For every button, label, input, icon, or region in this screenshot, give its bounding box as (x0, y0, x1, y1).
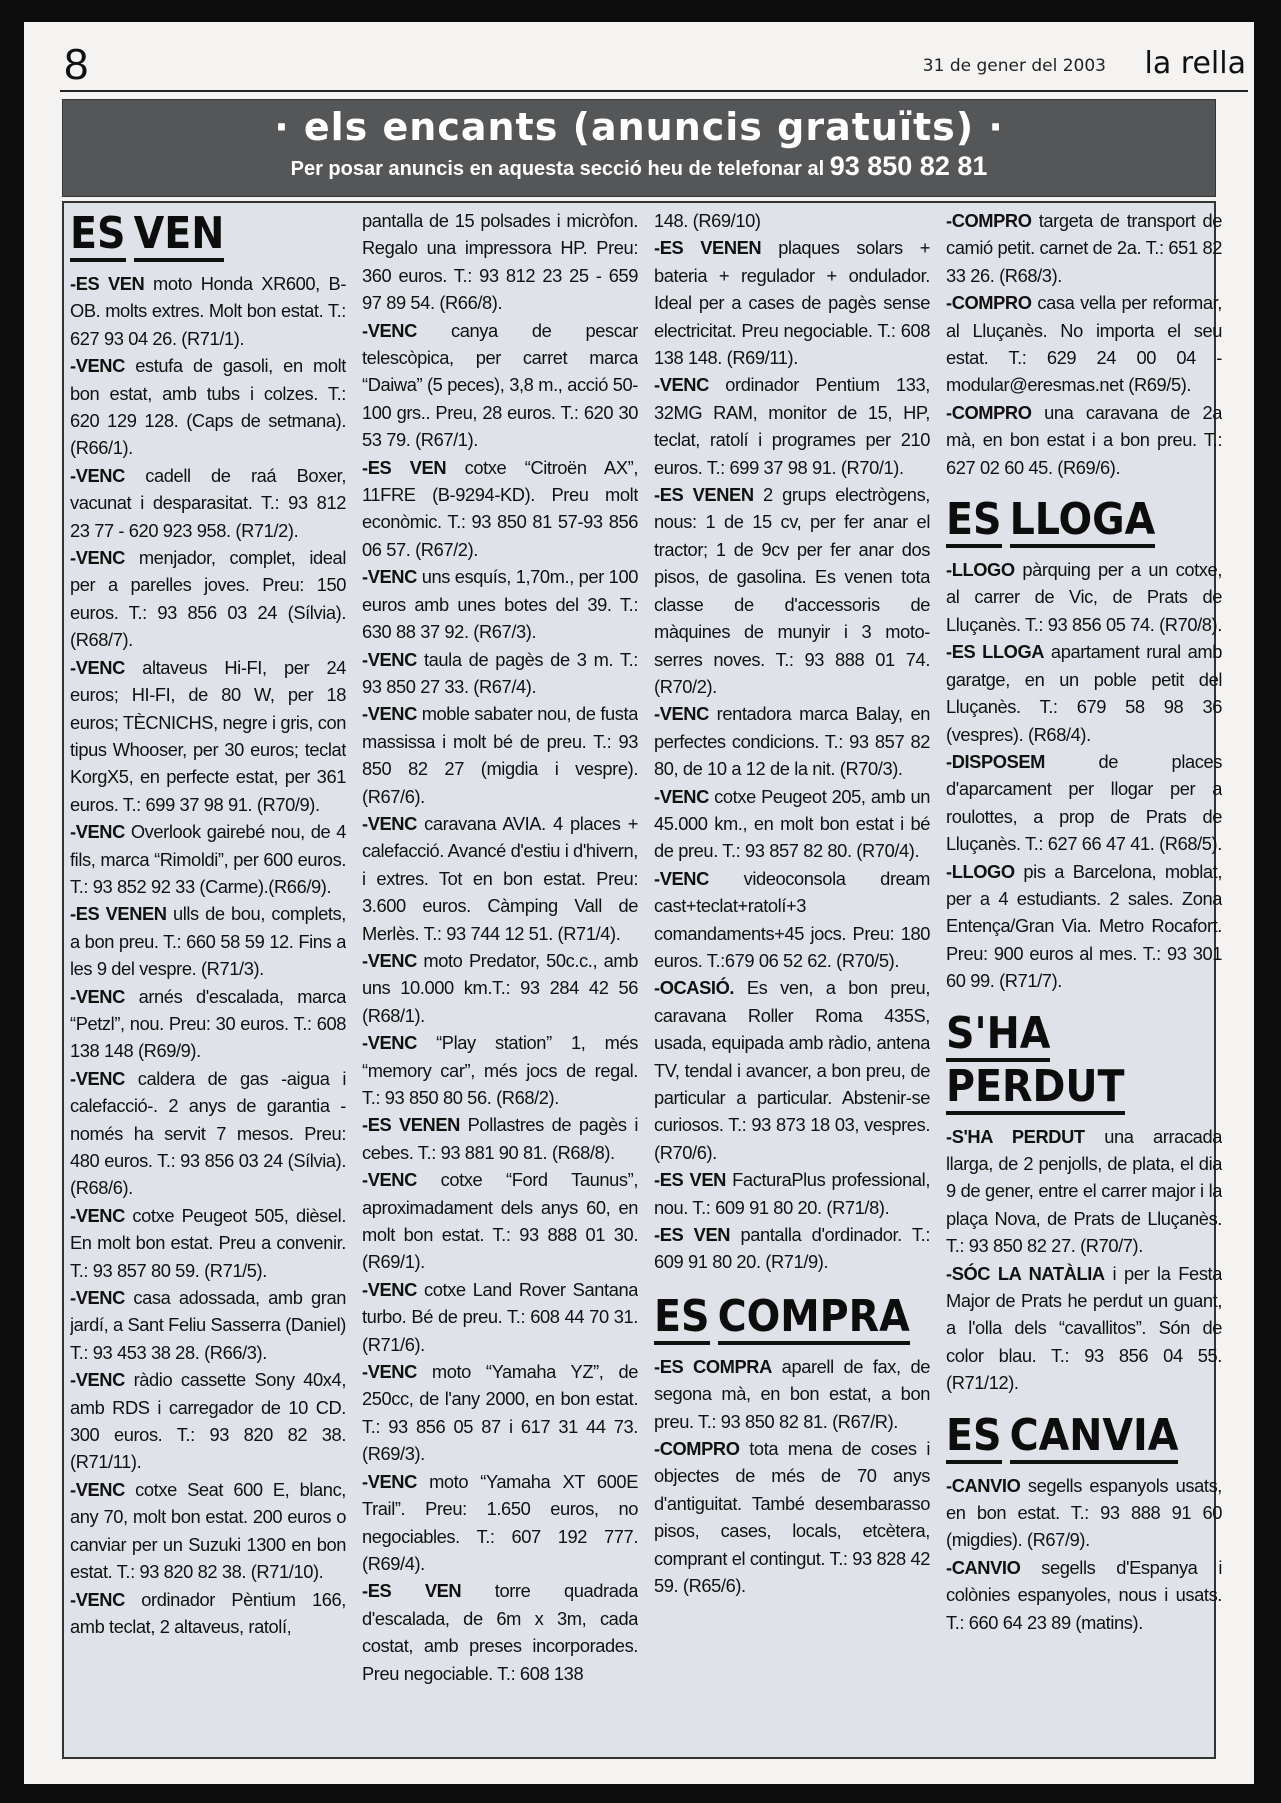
ad-keyword: -VENC (654, 785, 709, 807)
ad-keyword: -VENC (70, 821, 125, 843)
ad-keyword: -ES VEN (654, 1224, 731, 1246)
ad-text: moto “Yamaha YZ”, de 250cc, de l'any 2000, en bon estat. T.: 93 856 05 87 i 617 31 44 73. (R69/3). (362, 1361, 638, 1465)
ad-text: 2 grups electrògens, nous: 1 de 15 cv, per fer anar el tractor; 1 de 9cv per fer anar dos pisos, de gasolina. Es venen tota classe de d'accessoris de màquines de munyir i 3 moto-serres noves. T.: 93 888 01 74. (R70/2). (654, 484, 930, 697)
classified-ad (70, 983, 346, 1065)
ad-keyword: -ES VENEN (654, 237, 762, 259)
ad-keyword: -VENC (70, 1287, 125, 1309)
ad-list (70, 270, 346, 1640)
classified-ad (362, 1166, 638, 1276)
classified-ad (362, 207, 638, 317)
ad-keyword: -VENC (70, 1588, 125, 1610)
section-heading-word: ES (946, 1414, 1002, 1464)
ad-list (654, 1353, 930, 1600)
classifieds-area (62, 201, 1222, 1759)
ad-text: pàrquing per a un cotxe, al carrer de Vic, de Prats de Lluçanès. T.: 93 856 05 74. (R70/8). (946, 559, 1222, 635)
classified-ad (654, 234, 930, 371)
classified-ad (654, 1353, 930, 1435)
ad-text: canya de pescar telescòpica, per carret marca “Daiwa” (5 peces), 3,8 m., acció 50-100 grs.. Preu, 28 euros. T.: 620 30 53 79. (R67/1). (362, 319, 638, 451)
ad-text: plaques solars + bateria + regulador + ondulador. Ideal per a cases de pagès sense electricitat. Preu negociable. T.: 608 138 148. (R69/11). (654, 237, 930, 369)
ad-keyword: -VENC (362, 1169, 417, 1191)
classified-ad (654, 481, 930, 700)
classified-ad (362, 454, 638, 564)
ad-text: cotxe Seat 600 E, blanc, any 70, molt bon estat. 200 euros o canviar per un Suzuki 1300 en bon estat. T.: 93 820 82 38. (R71/10). (70, 1478, 346, 1583)
publication-title: la rella (1144, 46, 1246, 81)
classified-ad (362, 1111, 638, 1166)
classified-ad (946, 638, 1222, 748)
classified-ad (654, 700, 930, 782)
ad-keyword: -COMPRO (654, 1438, 740, 1460)
ad-list (946, 1472, 1222, 1636)
classified-ad (654, 783, 930, 865)
column-1 (70, 207, 346, 1755)
classified-ad (70, 544, 346, 654)
ad-text: ordinador Pentium 133, 32MG RAM, monitor de 15, HP, teclat, ratolí i programes per 210 euros. T.: 699 37 98 91. (R70/1). (654, 374, 930, 478)
ad-text: menjador, complet, ideal per a parelles joves. Preu: 150 euros. T.: 93 856 03 24 (Sílvia). (R68/7). (70, 547, 346, 651)
classified-ad (362, 646, 638, 701)
banner-subtitle (63, 151, 1215, 182)
ad-text: casa vella per reformar, al Lluçanès. No importa el seu estat. T.: 629 24 00 04 - modular@eresmas.net (R69/5). (946, 292, 1222, 396)
ad-text: moto “Yamaha XT 600E Trail”. Preu: 1.650 euros, no negociables. T.: 607 192 777. (R69/4). (362, 1470, 638, 1574)
section-heading-es-lloga (946, 495, 1222, 548)
classified-ad (70, 352, 346, 462)
ad-text: moto Honda XR600, B-OB. molts extres. Molt bon estat. T.: 627 93 04 26. (R71/1). (70, 273, 346, 349)
section-heading-word: LLOGA (1010, 498, 1156, 548)
ad-text: uns esquís, 1,70m., per 100 euros amb unes botes del 39. T.: 630 88 37 92. (R67/3). (362, 566, 638, 643)
ad-text: casa adossada, amb gran jardí, a Sant Feliu Sasserra (Daniel) T.: 93 453 38 28. (R66/3). (70, 1287, 346, 1363)
classified-ad (946, 289, 1222, 399)
ad-keyword: -ES VENEN (362, 1114, 460, 1136)
classified-ad (362, 700, 638, 810)
ad-text: 148. (R69/10) (654, 210, 761, 231)
ad-text: tota mena de coses i objectes de més de 70 anys d'antiguitat. També desembarasso pisos, cases, locals, etcètera, comprant el contingut. T.: 93 828 42 59. (R65/6). (654, 1438, 930, 1597)
ad-text: ràdio cassette Sony 40x4, amb RDS i carregador de 10 CD. 300 euros. T.: 93 820 82 38. (R71/11). (70, 1369, 346, 1473)
classified-ad (70, 462, 346, 544)
column-4 (946, 207, 1222, 1755)
classified-ad (654, 1221, 930, 1276)
section-banner (62, 99, 1216, 197)
column-3 (654, 207, 930, 1755)
ad-list (654, 207, 930, 1276)
ad-keyword: -CANVIO (946, 1556, 1021, 1578)
ad-keyword: -ES VEN (70, 273, 145, 294)
classified-ad (946, 207, 1222, 289)
ad-keyword: -VENC (362, 648, 417, 670)
classified-ad (362, 947, 638, 1029)
classified-ad (362, 317, 638, 454)
ad-text: rentadora marca Balay, en perfectes condicions. T.: 93 857 82 80, de 10 a 12 de la nit. (R70/3). (654, 703, 930, 780)
column-2 (362, 207, 638, 1755)
classified-ad (654, 207, 930, 234)
ad-text: pis a Barcelona, moblat, per a 4 estudiants. 2 sales. Zona Entença/Gran Via. Metro Rocafort. Preu: 900 euros al mes. T.: 93 301 60 99. (R71/7). (946, 860, 1222, 992)
classified-ad (70, 1586, 346, 1641)
section-heading-word: PERDUT (946, 1065, 1125, 1115)
ad-text: caldera de gas -aigua i calefacció-. 2 anys de garantia - només ha servit 7 mesos. Preu: 480 euros. T.: 93 856 03 24 (Sílvia). (R68/6). (70, 1067, 346, 1199)
classified-ad (362, 810, 638, 947)
classified-ad (654, 1435, 930, 1599)
ad-keyword: -VENC (654, 374, 709, 396)
section-heading-word: ES (946, 498, 1002, 548)
ad-text: targeta de transport de camió petit. carnet de 2a. T.: 651 82 33 26. (R68/3). (946, 210, 1222, 286)
classified-ad (70, 1065, 346, 1202)
classified-ad (70, 1366, 346, 1476)
ad-keyword: -VENC (362, 319, 417, 341)
ad-list (946, 207, 1222, 481)
issue-date: 31 de gener del 2003 (922, 56, 1106, 76)
ad-keyword: -CANVIO (946, 1474, 1021, 1496)
ad-text: FacturaPlus professional, nou. T.: 609 91 80 20. (R71/8). (654, 1169, 930, 1218)
ad-keyword: -SÓC LA NATÀLIA (946, 1262, 1105, 1284)
ad-text: pantalla d'ordinador. T.: 609 91 80 20. (R71/9). (654, 1224, 930, 1273)
ad-keyword: -VENC (362, 566, 417, 588)
classified-ad (70, 900, 346, 982)
ad-text: Overlook gairebé nou, de 4 fils, marca “Rimoldi”, per 600 euros. T.: 93 852 92 33 (Carme).(R66/9). (70, 821, 346, 897)
ad-keyword: -VENC (70, 464, 125, 486)
ad-keyword: -VENC (362, 949, 417, 971)
ad-text: videoconsola dream cast+teclat+ratolí+3 comandaments+45 jocs. Preu: 180 euros. T.:679 06 52 62. (R70/5). (654, 867, 930, 971)
classified-ad (362, 1577, 638, 1687)
classified-ad (362, 563, 638, 645)
ad-text: altaveus Hi-FI, per 24 euros; HI-FI, de 80 W, per 18 euros; TÈCNICHS, negre i gris, con tipus Whooser, per 30 euros; teclat KorgX5, en perfecte estat, per 361 euros. T.: 699 37 98 91. (R70/9). (70, 656, 346, 815)
ad-list (946, 1123, 1222, 1397)
ad-keyword: -COMPRO (946, 401, 1032, 423)
ad-text: una caravana de 2a mà, en bon estat i a bon preu. T.: 627 02 60 45. (R69/6). (946, 401, 1222, 478)
classified-ad (70, 1284, 346, 1366)
classified-ad (946, 1123, 1222, 1260)
ad-keyword: -ES VENEN (654, 484, 754, 506)
classified-ad (70, 818, 346, 900)
ad-keyword: -VENC (70, 1067, 125, 1089)
classified-ad (362, 1468, 638, 1578)
ad-text: ordinador Pèntium 166, amb teclat, 2 altaveus, ratolí, (70, 1588, 346, 1637)
ad-list (946, 556, 1222, 995)
banner-title: · els encants (anuncis gratuïts) · (274, 105, 1004, 149)
ad-text: Es ven, a bon preu, caravana Roller Roma 435S, usada, equipada amb ràdio, antena TV, tendal i avancer, a bon preu, de particular a particular. Abstenir-se curiosos. T.: 93 873 18 03, vespres. (R70/6). (654, 977, 930, 1163)
ad-keyword: -ES VEN (362, 1580, 462, 1602)
section-heading-word: COMPRA (718, 1295, 910, 1345)
ad-text: cadell de raá Boxer, vacunat i desparasitat. T.: 93 812 23 77 - 620 923 958. (R71/2). (70, 464, 346, 541)
classified-ad (70, 1202, 346, 1284)
ad-keyword: -LLOGO (946, 860, 1015, 882)
ad-keyword: -ES COMPRA (654, 1355, 772, 1377)
ad-text: torre quadrada d'escalada, de 6m x 3m, cada costat, amb preses incorporades. Preu negociable. T.: 608 138 (362, 1580, 638, 1684)
ad-keyword: -ES LLOGA (946, 641, 1045, 663)
ad-keyword: -DISPOSEM (946, 750, 1045, 772)
ad-keyword: -VENC (70, 656, 125, 678)
section-heading-es-compra (654, 1292, 930, 1345)
section-heading-es-ven (70, 209, 346, 262)
section-heading-word: VEN (134, 212, 225, 262)
section-heading-es-canvia (946, 1411, 1222, 1464)
header-rule (60, 90, 1248, 92)
classified-ad (946, 556, 1222, 638)
ad-text: apartament rural amb garatge, en un poble petit del Lluçanès. T.: 679 58 98 36 (vespres). (R68/4). (946, 641, 1222, 745)
ad-text: cotxe “Citroën AX”, 11FRE (B-9294-KD). Preu molt econòmic. T.: 93 850 81 57-93 856 06 57. (R67/2). (362, 456, 638, 560)
classified-ad (362, 1029, 638, 1111)
section-heading-word: CANVIA (1010, 1414, 1179, 1464)
classified-ad (654, 974, 930, 1166)
ad-text: cotxe “Ford Taunus”, aproximadament dels anys 60, en molt bon estat. T.: 93 888 01 30. (R69/1). (362, 1169, 638, 1273)
ad-text: cotxe Land Rover Santana turbo. Bé de preu. T.: 608 44 70 31. (R71/6). (362, 1278, 638, 1355)
classified-ad (70, 654, 346, 818)
ad-text: segells d'Espanya i colònies espanyoles, nous i usats. T.: 660 64 23 89 (matins). (946, 1556, 1222, 1633)
banner-subtitle-text: Per posar anuncis en aquesta secció heu de telefonar al (290, 158, 830, 180)
classified-ad (946, 1554, 1222, 1636)
ad-text: una arracada llarga, de 2 penjolls, de plata, el dia 9 de gener, entre el carrer major i la plaça Nova, de Prats de Lluçanès. T.: 93 850 82 27. (R70/7). (946, 1125, 1222, 1257)
ad-keyword: -VENC (362, 1470, 417, 1492)
ad-text: caravana AVIA. 4 places + calefacció. Avancé d'estiu i d'hivern, i extres. Tot en bon estat. Preu: 3.600 euros. Càmping Vall de Merlès. T.: 93 744 12 51. (R71/4). (362, 812, 638, 944)
ad-text: arnés d'escalada, marca “Petzl”, nou. Preu: 30 euros. T.: 608 138 148 (R69/9). (70, 985, 346, 1062)
ad-keyword: -VENC (70, 355, 125, 377)
classified-ad (946, 1260, 1222, 1397)
ad-keyword: -VENC (362, 1278, 417, 1300)
ad-text: i per la Festa Major de Prats he perdut un guant, a l'olla dels “cavallitos”. Són de color blau. T.: 93 856 04 55. (R71/12). (946, 1262, 1222, 1394)
classified-ad (70, 270, 346, 352)
ad-text: taula de pagès de 3 m. T.: 93 850 27 33. (R67/4). (362, 648, 638, 697)
ad-text: pantalla de 15 polsades i micròfon. Regalo una impressora HP. Preu: 360 euros. T.: 93 812 23 25 - 659 97 89 54. (R66/8). (362, 210, 638, 314)
ad-text: moto Predator, 50c.c., amb uns 10.000 km.T.: 93 284 42 56 (R68/1). (362, 949, 638, 1026)
ad-keyword: -ES VEN (362, 456, 447, 478)
classified-ad (946, 1472, 1222, 1554)
ad-keyword: -LLOGO (946, 559, 1015, 581)
ad-keyword: -COMPRO (946, 210, 1032, 231)
section-heading-word: S'HA (946, 1012, 1050, 1062)
ad-keyword: -VENC (70, 985, 125, 1007)
newspaper-page (24, 22, 1254, 1784)
ad-text: estufa de gasoli, en molt bon estat, amb tubs i colzes. T.: 620 129 128. (Caps de setmana). (R66/1). (70, 355, 346, 459)
ad-keyword: -VENC (70, 547, 125, 569)
section-heading-sha-perdut (946, 1009, 1222, 1115)
ad-text: cotxe Peugeot 205, amb un 45.000 km., en molt bon estat i bé de preu. T.: 93 857 82 80. (R70/4). (654, 785, 930, 862)
ad-keyword: -VENC (70, 1204, 125, 1226)
ad-text: cotxe Peugeot 505, dièsel. En molt bon estat. Preu a convenir. T.: 93 857 80 59. (R71/5). (70, 1204, 346, 1281)
ad-text: aparell de fax, de segona mà, en bon estat, a bon preu. T.: 93 850 82 81. (R67/R). (654, 1355, 930, 1432)
classified-ad (946, 399, 1222, 481)
ad-text: segells espanyols usats, en bon estat. T.: 93 888 91 60 (migdies). (R67/9). (946, 1474, 1222, 1551)
ad-keyword: -OCASIÓ. (654, 977, 735, 999)
ad-keyword: -ES VEN (654, 1169, 726, 1191)
classified-ad (70, 1476, 346, 1586)
ad-keyword: -VENC (362, 703, 417, 725)
classified-ad (654, 371, 930, 481)
page-number: 8 (64, 40, 89, 89)
ad-keyword: -ES VENEN (70, 903, 167, 925)
ad-text: de places d'aparcament per llogar per a roulottes, a prop de Prats de Lluçanès. T.: 627 66 47 41. (R68/5). (946, 750, 1222, 855)
ad-keyword: -VENC (70, 1478, 125, 1500)
ad-keyword: -VENC (70, 1369, 125, 1391)
ad-keyword: -S'HA PERDUT (946, 1125, 1085, 1147)
classified-ad (946, 858, 1222, 995)
ad-text: moble sabater nou, de fusta massissa i molt bé de preu. T.: 93 850 82 27 (migdia i vespre). (R67/6). (362, 703, 638, 807)
ad-text: Pollastres de pagès i cebes. T.: 93 881 90 81. (R68/8). (362, 1114, 638, 1163)
classified-ad (654, 865, 930, 975)
ad-keyword: -VENC (362, 1032, 417, 1054)
classified-ad (946, 748, 1222, 858)
section-heading-word: ES (654, 1295, 710, 1345)
ad-keyword: -VENC (654, 703, 709, 725)
ad-keyword: -COMPRO (946, 292, 1032, 314)
classified-ad (362, 1276, 638, 1358)
classified-ad (654, 1166, 930, 1221)
ad-text: ulls de bou, complets, a bon preu. T.: 660 58 59 12. Fins a les 9 del vespre. (R71/3). (70, 903, 346, 980)
ad-text: “Play station” 1, més “memory car”, més jocs de regal. T.: 93 850 80 56. (R68/2). (362, 1032, 638, 1108)
section-heading-word: ES (70, 212, 126, 262)
classified-ad (362, 1358, 638, 1468)
ad-keyword: -VENC (362, 1361, 417, 1383)
ad-keyword: -VENC (654, 867, 709, 889)
ad-keyword: -VENC (362, 812, 417, 834)
ad-list (362, 207, 638, 1687)
banner-phone: 93 850 82 81 (829, 151, 988, 181)
